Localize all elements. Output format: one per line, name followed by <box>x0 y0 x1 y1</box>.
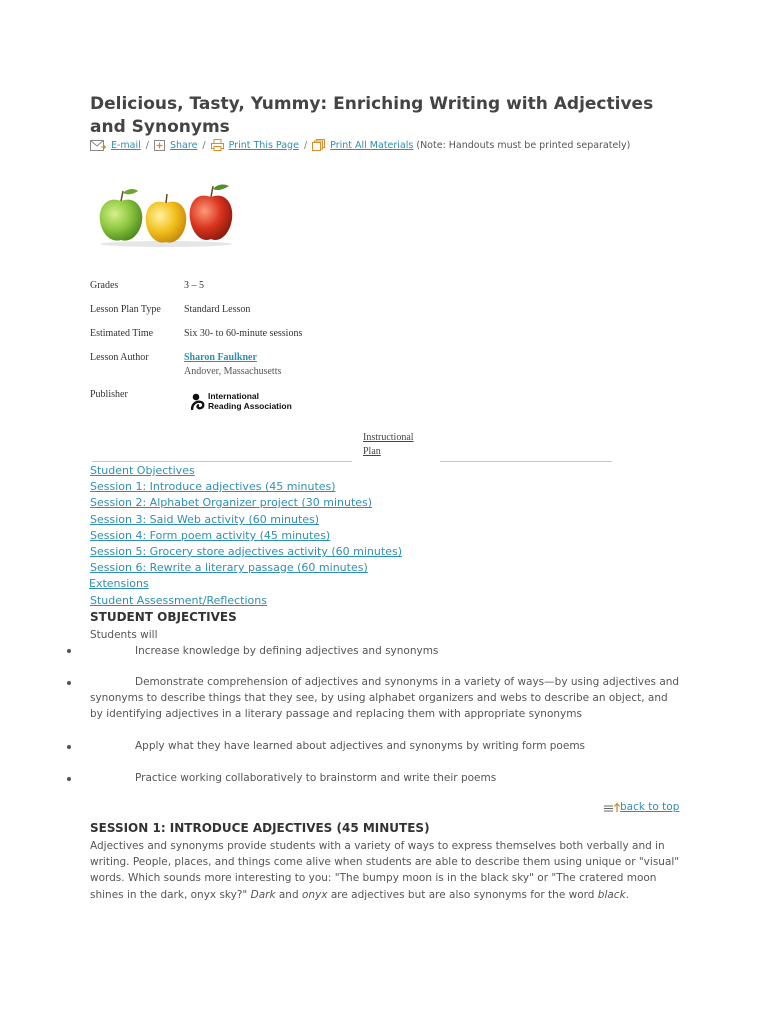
toc-session-1[interactable]: Session 1: Introduce adjectives (45 minutes) <box>90 480 336 493</box>
ira-logo-icon <box>191 393 205 411</box>
bullet-dot <box>67 745 71 749</box>
estimated-time-label: Estimated Time <box>90 328 154 339</box>
action-toolbar <box>90 139 630 151</box>
back-to-top[interactable] <box>604 801 679 813</box>
word-onyx: onyx <box>301 888 328 901</box>
objective-item: Apply what they have learned about adjectives and synonyms by writing form poems <box>135 740 586 752</box>
toc-session-2[interactable]: Session 2: Alphabet Organizer project (30 minutes) <box>90 496 373 509</box>
objective-item: Demonstrate comprehension of adjectives and synonyms in a variety of ways—by using adjectives and synonyms to describe things that they see, by using alphabet organizers and webs to describe an object, and by identifying adjectives in a literary passage and replacing them with appropriate synonyms <box>90 676 680 721</box>
publisher-logo-line1: International <box>208 391 260 401</box>
documents-icon <box>312 139 325 151</box>
author-name-link[interactable]: Sharon Faulkner <box>184 352 257 363</box>
objective-item: Increase knowledge by defining adjectives and synonyms <box>135 645 439 657</box>
lesson-type-label: Lesson Plan Type <box>90 304 161 315</box>
toolbar-separator: / <box>303 139 308 151</box>
session-1-text: Adjectives and synonyms provide students with a variety of ways to express themselves both verbally and in writing. People, places, and things come alive when students are able to describe them using unique or "visual" words. Which sounds more interesting to you: "The bumpy moon is in the black sky" or "The cratered moon shines in the dark, onyx sky?" <box>90 840 680 901</box>
email-link[interactable]: E-mail <box>111 139 141 151</box>
period: . <box>625 888 629 901</box>
toc-session-5[interactable]: Session 5: Grocery store adjectives activity (60 minutes) <box>90 545 402 558</box>
printer-icon <box>211 139 224 151</box>
share-action[interactable] <box>154 140 197 151</box>
divider-right <box>440 461 612 462</box>
yellow-apple-icon <box>146 194 187 243</box>
word-and: and <box>278 888 299 901</box>
grades-label: Grades <box>90 280 119 291</box>
toc-session-6[interactable]: Session 6: Rewrite a literary passage (60 minutes) <box>90 561 368 574</box>
red-apple-icon <box>190 184 233 239</box>
word-dark: Dark <box>250 888 276 901</box>
publisher-label: Publisher <box>90 389 128 400</box>
bullet-dot <box>67 649 71 653</box>
author-location: Andover, Massachusetts <box>184 366 282 377</box>
divider-left <box>92 461 352 462</box>
lesson-author-label: Lesson Author <box>90 352 149 363</box>
publisher-logo <box>191 392 292 411</box>
bullet-dot <box>67 681 71 685</box>
publisher-logo-line2: Reading Association <box>208 400 292 411</box>
objective-item: Practice working collaboratively to brainstorm and write their poems <box>135 772 497 784</box>
session-1-heading: SESSION 1: INTRODUCE ADJECTIVES (45 MINUTES) <box>90 821 430 835</box>
page-title: Delicious, Tasty, Yummy: Enriching Writing with Adjectives and Synonyms <box>90 94 654 137</box>
word-black: black <box>597 888 626 901</box>
session-1-paragraph <box>90 838 680 903</box>
share-link[interactable]: Share <box>170 139 198 151</box>
handouts-note: (Note: Handouts must be printed separately) <box>416 139 631 151</box>
apples-image <box>96 183 236 248</box>
back-to-top-icon <box>604 802 620 812</box>
toc-student-assessment[interactable]: Student Assessment/Reflections <box>90 594 267 607</box>
back-to-top-link[interactable]: back to top <box>620 801 680 813</box>
student-objectives-heading: STUDENT OBJECTIVES <box>90 610 237 624</box>
print-page-action[interactable] <box>211 139 299 151</box>
lesson-type-value: Standard Lesson <box>184 304 251 315</box>
toolbar-separator: / <box>145 139 149 151</box>
estimated-time-value: Six 30- to 60-minute sessions <box>184 328 303 339</box>
email-action[interactable] <box>90 140 141 151</box>
green-apple-icon <box>100 189 143 241</box>
instructional-plan-label <box>363 431 414 459</box>
toc-extensions[interactable]: Extensions <box>89 577 149 590</box>
print-all-action[interactable] <box>312 139 413 151</box>
students-will-intro: Students will <box>90 629 158 641</box>
email-icon <box>90 140 106 151</box>
toc-student-objectives[interactable]: Student Objectives <box>90 464 195 477</box>
print-all-link[interactable]: Print All Materials <box>330 139 414 151</box>
session-1-text-cont: are adjectives but are also synonyms for the word <box>330 888 595 901</box>
toc-session-3[interactable]: Session 3: Said Web activity (60 minutes) <box>90 513 320 526</box>
grades-value: 3 – 5 <box>184 280 204 291</box>
bullet-dot <box>67 777 71 781</box>
toc-session-4[interactable]: Session 4: Form poem activity (45 minutes) <box>90 529 331 542</box>
instructional-plan-line1: Instructional <box>363 432 414 443</box>
print-page-link[interactable]: Print This Page <box>228 139 299 151</box>
plus-icon <box>154 140 165 151</box>
toolbar-separator: / <box>202 139 206 151</box>
instructional-plan-line2: Plan <box>363 446 381 457</box>
